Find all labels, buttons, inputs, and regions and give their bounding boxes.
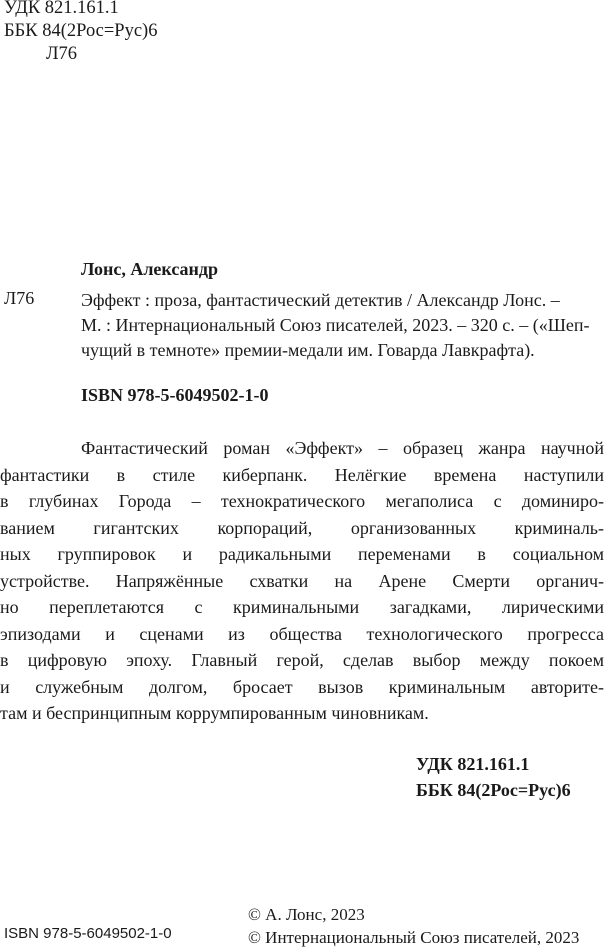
top-udk-code: УДК 821.161.1 (4, 0, 119, 18)
author-heading: Лонс, Александр (81, 259, 219, 279)
author-cipher: Л76 (4, 288, 35, 308)
annotation-line: Фантастический роман «Эффект» – образец жанра научной (81, 438, 604, 458)
isbn-record: ISBN 978-5-6049502-1-0 (81, 385, 269, 405)
copyright-publisher: © Интернациональный Союз писателей, 2023 (248, 928, 580, 947)
annotation-line: и служебным долгом, бросает вызов криминальным авторите- (0, 676, 604, 697)
footer-isbn: ISBN 978-5-6049502-1-0 (4, 925, 172, 942)
annotation-paragraph (0, 435, 604, 727)
copyright-author: © А. Лонс, 2023 (248, 905, 365, 924)
bibliographic-description (81, 288, 606, 363)
annotation-line: но переплетаются с криминальными загадками, лирическими (0, 597, 604, 617)
copyright-block (248, 903, 579, 949)
annotation-line: в глубинах Города – технократического мегаполиса с доминиро- (0, 491, 604, 511)
annotation-line: устройстве. Напряжённые схватки на Арене Смерти органич- (0, 570, 604, 591)
biblio-line: М. : Интернациональный Союз писателей, 2023. – 320 с. – («Шеп- (81, 315, 590, 335)
annotation-line: фантастики в стиле киберпанк. Нелёгкие времена наступили (0, 464, 604, 485)
top-classification-codes (4, 0, 157, 66)
annotation-line: там и беспринципным коррумпированным чиновникам. (0, 703, 429, 723)
annotation-line: ванием гигантских корпораций, организованных криминаль- (0, 517, 604, 538)
bottom-classification-codes (416, 751, 571, 803)
biblio-line: Эффект : проза, фантастический детектив / Александр Лонс. – (81, 290, 560, 310)
annotation-line: эпизодами и сценами из общества технологического прогресса (0, 623, 604, 644)
top-author-sign: Л76 (46, 44, 78, 64)
bottom-bbk-code: ББК 84(2Рос=Рус)6 (416, 780, 571, 800)
top-bbk-code: ББК 84(2Рос=Рус)6 (4, 21, 158, 41)
biblio-line: чущий в темноте» премии-медали им. Говарда Лавкрафта). (81, 340, 535, 360)
bottom-udk-code: УДК 821.161.1 (416, 754, 530, 774)
annotation-line: ных группировок и радикальными переменами в социальном (0, 544, 604, 564)
annotation-line: в цифровую эпоху. Главный герой, сделав выбор между покоем (0, 650, 604, 670)
